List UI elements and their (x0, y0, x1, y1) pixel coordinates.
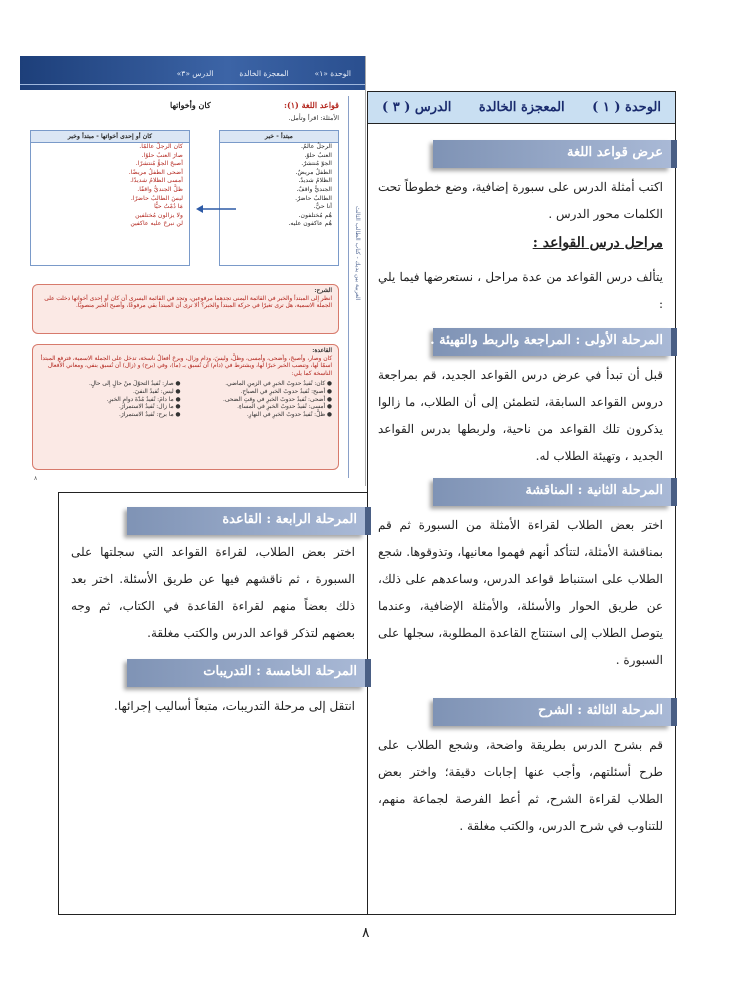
thumb-rule-topic: كان وأخواتها (170, 100, 211, 110)
thumb-meaning-item: ● صار: تُفيدُ التحوّلَ منْ حالٍ إلى حالٍ. (88, 381, 181, 388)
thumb-explain-heading: الشرح: (314, 288, 332, 294)
stage4-text: اختر بعض الطلاب، لقراءة القواعد التي سجلتها على السبورة ، ثم ناقشهم فيها عن طريق الأسئلة. اختر بعد ذلك بعضاً منهم لقراءة القاعدة في الكتاب، ثم وجه بعضهم لتذكر قواعد الدرس والكتب مغلقة. (71, 545, 355, 640)
thumb-meaning-item: ● ما زال: تُفيدُ الاستمرارَ. (118, 404, 181, 411)
thumb-example-line: الظلامُ شديدٌ. (298, 177, 332, 185)
thumb-meaning-item: ● كان: تُفيدُ حدوثَ الخبرِ في الزمنِ الماضي. (225, 381, 332, 388)
thumb-rule-heading: القاعدة: (312, 348, 332, 354)
arrow-left-icon (196, 204, 236, 214)
thumb-meaning-item: ● أصبح: تُفيدُ حدوثَ الخبرِ في الصباحِ. (240, 388, 332, 395)
thumb-example-line: العنبُ حلوٌ. (304, 151, 332, 159)
thumb-left-examples-box (219, 130, 339, 266)
stage3-text: قم بشرح الدرس بطريقة واضحة، وشجع الطلاب على طرح أسئلتهم، وأجب عنها إجابات دقيقة؛ واختر بعض الطلاب لقراءة الشرح، ثم أعط الفرصة لجماعة منهم، للتناوب في شرح الدرس، والكتب مغلقة . (378, 738, 663, 833)
thumb-transformed-line: مَا دُمْتُ حيًّا (154, 203, 183, 211)
lesson-label: الدرس ( ٣ ) (382, 100, 452, 115)
thumbnail-header-band (20, 56, 365, 90)
page-number: ٨ (362, 925, 370, 941)
stage2-title: المرحلة الثانية : المناقشة (433, 478, 671, 506)
thumb-meaning-item: ● ليس: تُفيدُ النفيَ. (132, 388, 181, 395)
thumb-transformed-line: ليسَ الطالبُ حاضرًا. (130, 194, 183, 202)
thumb-example-line: هُم عاكفون عليه. (288, 220, 332, 228)
right-column (367, 91, 676, 915)
stage3-title: المرحلة الثالثة : الشرح (433, 698, 671, 726)
thumb-left-box-header: مبتدأ - خبر (220, 131, 338, 143)
thumb-transformed-line: كان الرجلُ عالمًا. (139, 143, 183, 150)
stage1-text: قبل أن تبدأ في عرض درس القواعد الجديد، قم بمراجعة دروس القواعد السابقة، لتطمئن إلى أن الطلاب، ما زالوا يذكرون تلك القواعد من ناحية، ولربطها بدرس القواعد الجديد ، وتهيئة الطلاب له. (378, 368, 663, 463)
thumb-examples-label: الأمثلة: اقرأ وتأمل. (288, 114, 339, 122)
thumb-meaning-item: ● ما برح: تُفيدُ الاستمرارَ. (119, 411, 181, 418)
thumb-transformed-line: ظلَّ الجنديُّ واقفًا. (137, 185, 183, 193)
thumb-example-line: أنا حيٌّ. (313, 203, 332, 211)
thumb-rule-text: كان وصار، وأصبحَ، وأضحى، وأمسى، وظلَّ، وليسَ، ودام وزال، وبرحَ أفعالٌ ناسخة، تدخل على الجملة الاسمية، فترفع المبتدأ اسمًا لها، وتنصب الخبر خبرًا لها، ويشترط في (دام) أن تُسبق بـ (ما)، وفي (برح) و (زال) أن تُسبق بنفي، ومعاني الأفعال الناسخة كما يلي: (40, 355, 332, 377)
thumb-title-row (170, 100, 339, 110)
stage5-text: انتقل إلى مرحلة التدريبات، متبعاً أساليب إجرائها. (114, 699, 355, 713)
thumb-page-number: ٨ (34, 475, 38, 482)
thumb-rule-scroll (32, 344, 339, 470)
thumb-side-caption: العربية بين يديك - كتاب الطالب الثالث (354, 206, 361, 301)
thumb-explanation-scroll (32, 284, 339, 334)
thumb-rule-title: قواعد اللغة (١): (283, 100, 339, 110)
thumb-example-line: الطالبُ حاضرٌ. (295, 194, 332, 202)
thumb-example-line: الطفلُ مريضٌ. (295, 168, 332, 176)
thumb-meaning-item: ● أمسى: تُفيدُ حدوثَ الخبرِ في المساءِ. (237, 404, 332, 411)
thumb-example-line: الرجلُ عالمٌ. (300, 143, 332, 150)
thumb-transformed-line: صارَ العنبُ حلوًا. (141, 151, 183, 159)
thumb-right-box-header: كان أو إحدى أخواتها - مبتدأ وخبر (31, 131, 189, 143)
thumb-transformed-line: أضحى الطفلُ مريضًا. (128, 168, 183, 176)
thumb-unit: الوحدة «١» (314, 69, 351, 78)
section-grammar-display: عرض قواعد اللغة (433, 140, 671, 168)
thumb-explain-text: انظر إلى المبتدأ والخبر في القائمة اليمنى تجدهما مرفوعين، وتجد في القائمة اليسرى أن كان أو إحدى أخواتها دخلت على الجملة الاسمية، هل ترى تغيرًا في حركة المبتدأ والخبر؟ ألا ترى أن المبتدأ بقي مرفوعًا، وأصبح الخبر منصوبًا. (44, 295, 332, 310)
thumb-example-line: هُم مُختلفون. (298, 211, 332, 219)
thumb-transformed-line: أصبحَ الجوُّ مُنتشرًا. (135, 160, 183, 168)
thumb-transformed-line: لن نبرحَ عليه عاكفين (130, 220, 183, 228)
lesson-title: المعجزة الخالدة (478, 100, 565, 115)
stages-heading: مراحل درس القواعد : (532, 235, 663, 251)
left-column (58, 492, 368, 915)
unit-header (368, 92, 675, 124)
unit-label: الوحدة ( ١ ) (592, 100, 661, 115)
textbook-page-thumbnail (20, 56, 366, 486)
thumb-transformed-line: ولا يزالون مُختلفين (135, 211, 183, 219)
thumb-meaning-item: ● أضحى: تُفيدُ حدوثَ الخبرِ في وقتِ الضحى. (223, 396, 332, 403)
thumb-lesson: الدرس «٣» (176, 69, 214, 78)
stage2-text: اختر بعض الطلاب لقراءة الأمثلة من السبورة ثم قم بمناقشة الأمثلة، لتتأكد أنهم فهموا معانيها، وتذوقوها. شجع الطلاب على استنباط قواعد الدرس، وساعدهم على ذلك، عن طريق الحوار والأسئلة، والأمثلة الإضافية، وعندما يتوصل الطلاب إلى استنتاج القاعدة المطلوبة، سجلها على السبورة . (378, 518, 663, 667)
thumb-lesson-title: المعجزة الخالدة (239, 69, 289, 78)
thumb-meaning-item: ● ما دامَ: تُفيدُ مُدّةَ دوامِ الخبرِ. (106, 396, 181, 403)
stage1-title: المرحلة الأولى : المراجعة والربط والتهيئة . (433, 328, 671, 356)
stages-intro: يتألف درس القواعد من عدة مراحل ، نستعرضها فيما يلي : (378, 270, 663, 311)
stage5-title: المرحلة الخامسة : التدريبات (127, 659, 365, 687)
thumb-example-line: الجنديُّ واقفٌ. (296, 185, 332, 193)
grammar-display-text: اكتب أمثلة الدرس على سبورة إضافية، وضع خطوطاً تحت الكلمات محور الدرس . (378, 180, 663, 221)
thumb-right-examples-box (30, 130, 190, 266)
thumb-meaning-item: ● ظلَّ: تُفيدُ حدوثَ الخبرِ في النهارِ. (246, 411, 332, 418)
thumb-example-line: الجوّ مُنتشرٌ. (301, 160, 332, 168)
thumb-transformed-line: أمسى الظلامُ شديدًا. (130, 177, 183, 185)
stage4-title: المرحلة الرابعة : القاعدة (127, 507, 365, 535)
